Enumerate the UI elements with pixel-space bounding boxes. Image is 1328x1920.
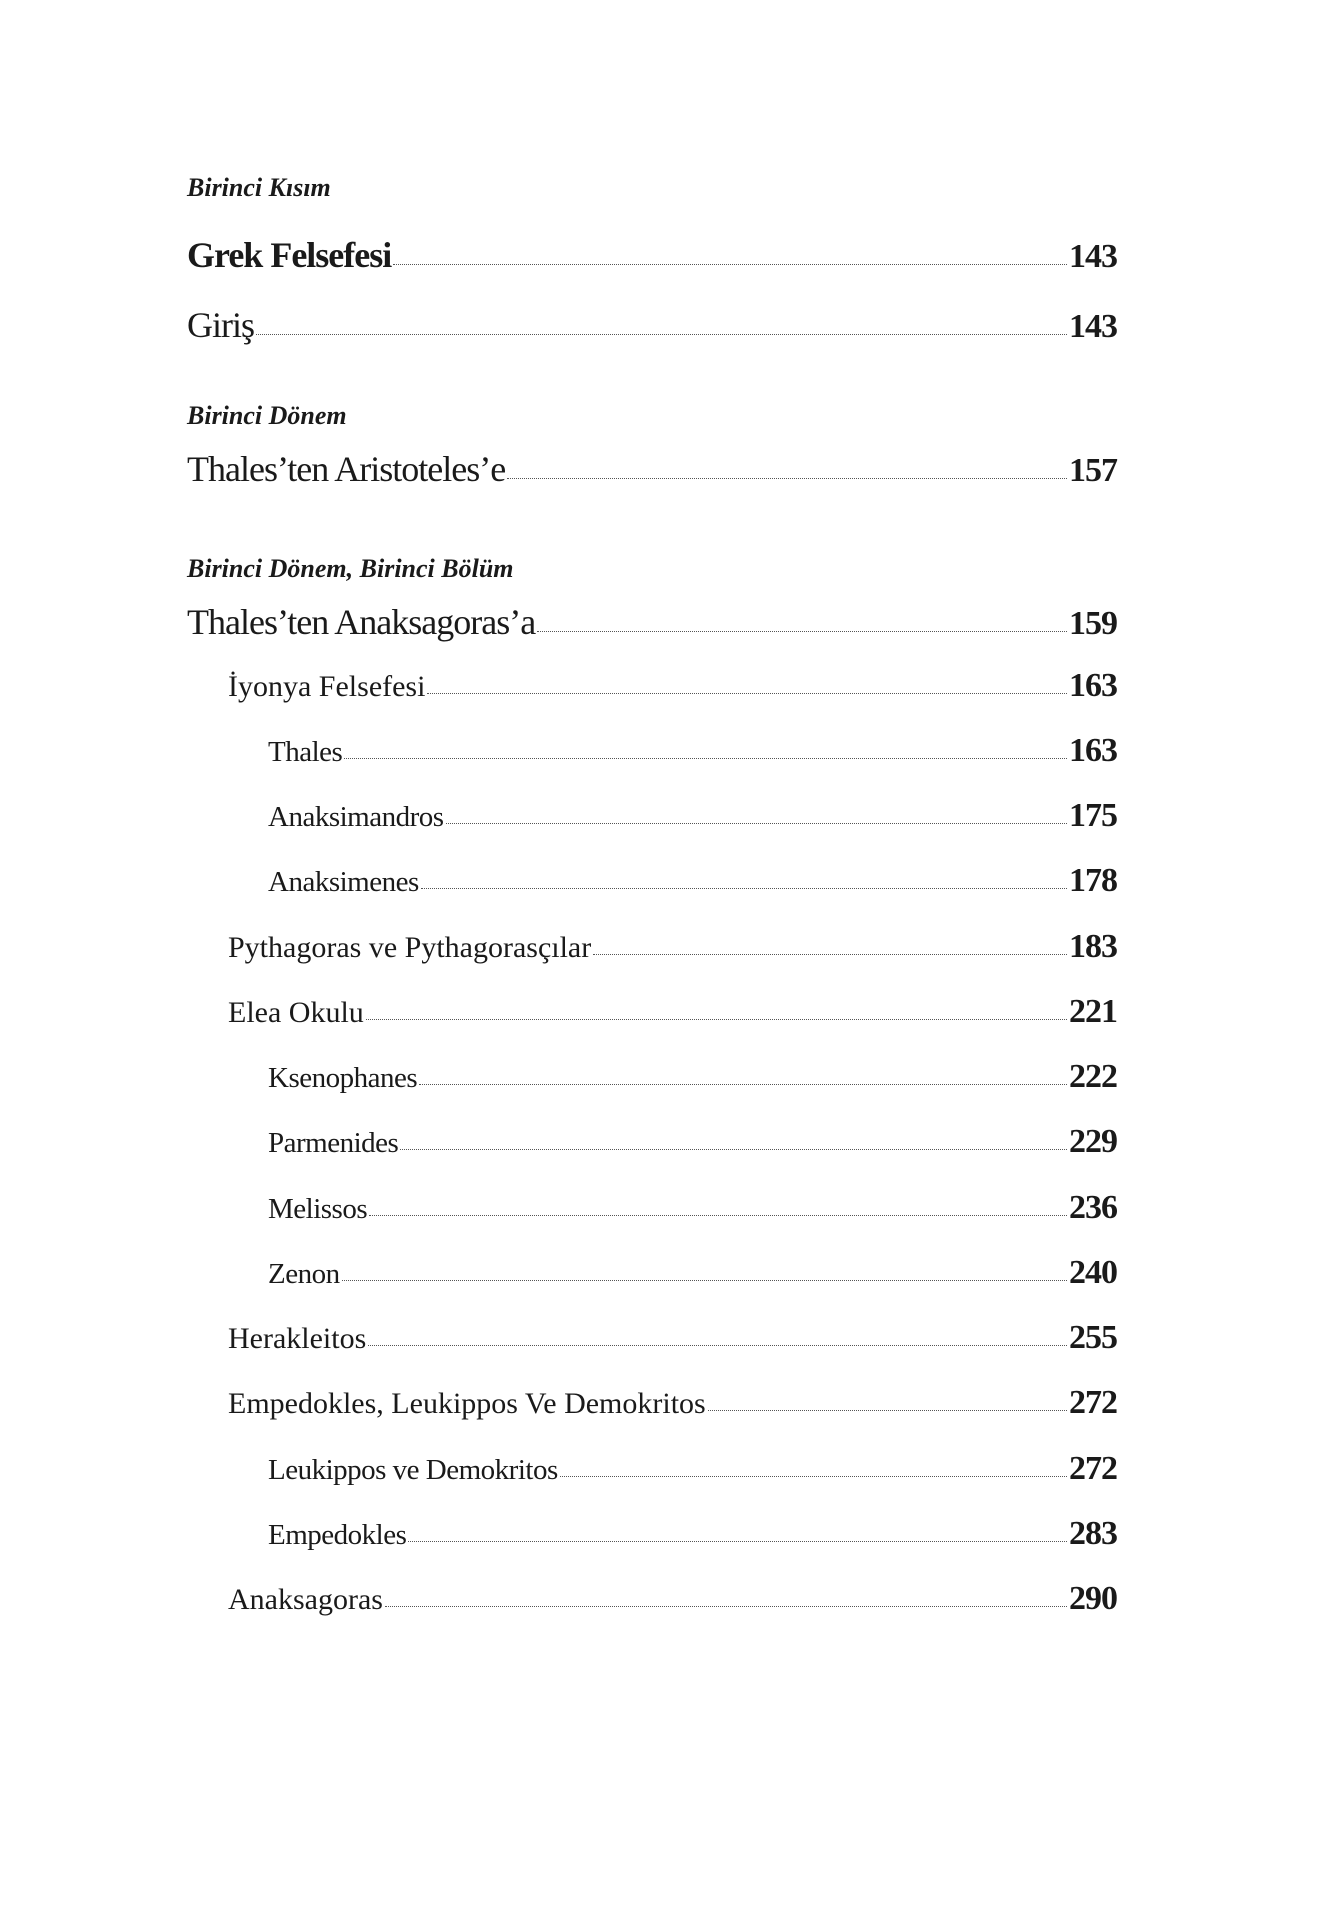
toc-entry-title: Elea Okulu — [228, 996, 364, 1029]
toc-entry-page: 236 — [1069, 1189, 1117, 1226]
toc-entry-title: Melissos — [268, 1193, 368, 1225]
toc-entry-thales-anaksagoras[interactable] — [187, 601, 1117, 643]
dot-leader — [368, 1345, 1067, 1346]
toc-entry-elea-okulu[interactable] — [228, 993, 1117, 1031]
toc-entry-melissos[interactable] — [268, 1189, 1117, 1227]
dot-leader — [369, 1215, 1067, 1216]
toc-entry-title: Thales — [268, 736, 343, 768]
toc-entry-page: 157 — [1069, 452, 1117, 489]
toc-entry-title: Herakleitos — [228, 1322, 367, 1355]
toc-entry-anaksimandros[interactable] — [268, 797, 1117, 835]
dot-leader — [400, 1149, 1067, 1150]
toc-entry-page: 229 — [1069, 1123, 1117, 1160]
dot-leader — [507, 478, 1067, 479]
toc-entry-page: 175 — [1069, 797, 1117, 834]
dot-leader — [256, 334, 1067, 335]
toc-entry-title: Empedokles, Leukippos Ve Demokritos — [228, 1387, 706, 1420]
toc-entry-page: 272 — [1069, 1384, 1117, 1421]
toc-entry-page: 183 — [1069, 928, 1117, 965]
dot-leader — [560, 1476, 1067, 1477]
toc-entry-page: 272 — [1069, 1450, 1117, 1487]
toc-entry-page: 163 — [1069, 732, 1117, 769]
toc-entry-page: 290 — [1069, 1580, 1117, 1617]
toc-entry-title: Grek Felsefesi — [187, 235, 392, 275]
toc-entry-page: 221 — [1069, 993, 1117, 1030]
toc-entry-anaksimenes[interactable] — [268, 862, 1117, 900]
toc-entry-herakleitos[interactable] — [228, 1319, 1117, 1357]
toc-entry-thales-aristoteles[interactable] — [187, 448, 1117, 490]
toc-entry-title: Thales’ten Aristoteles’e — [187, 449, 506, 489]
dot-leader — [708, 1410, 1067, 1411]
dot-leader — [427, 693, 1067, 694]
toc-entry-title: Pythagoras ve Pythagorasçılar — [228, 931, 592, 964]
dot-leader — [419, 1084, 1067, 1085]
toc-entry-title: Empedokles — [268, 1519, 407, 1551]
toc-entry-page: 159 — [1069, 605, 1117, 642]
toc-entry-thales[interactable] — [268, 732, 1117, 770]
dot-leader — [344, 758, 1067, 759]
toc-entry-anaksagoras[interactable] — [228, 1580, 1117, 1618]
toc-entry-title: Leukippos ve Demokritos — [268, 1454, 558, 1486]
toc-entry-title: İyonya Felsefesi — [228, 670, 426, 703]
dot-leader — [366, 1019, 1067, 1020]
toc-entry-empedokles[interactable] — [268, 1515, 1117, 1553]
dot-leader — [537, 631, 1067, 632]
toc-entry-ksenophanes[interactable] — [268, 1058, 1117, 1096]
toc-entry-page: 143 — [1069, 238, 1117, 275]
toc-entry-title: Giriş — [187, 305, 254, 345]
toc-entry-title: Thales’ten Anaksagoras’a — [187, 602, 536, 642]
chapter-label: Birinci Dönem, Birinci Bölüm — [187, 554, 514, 583]
toc-entry-page: 283 — [1069, 1515, 1117, 1552]
toc-entry-iyonya[interactable] — [228, 667, 1117, 705]
toc-entry-page: 240 — [1069, 1254, 1117, 1291]
dot-leader — [593, 954, 1067, 955]
toc-entry-page: 255 — [1069, 1319, 1117, 1356]
dot-leader — [408, 1541, 1067, 1542]
toc-entry-title: Zenon — [268, 1258, 340, 1290]
toc-entry-title: Anaksagoras — [228, 1583, 383, 1616]
toc-entry-giris[interactable] — [187, 304, 1117, 346]
toc-entry-leukippos-demokritos[interactable] — [268, 1450, 1117, 1488]
toc-entry-page: 143 — [1069, 308, 1117, 345]
period-label: Birinci Dönem — [187, 401, 347, 430]
toc-entry-grek-felsefesi[interactable] — [187, 234, 1117, 276]
toc-entry-title: Anaksimandros — [268, 801, 444, 833]
dot-leader — [342, 1280, 1067, 1281]
part-label: Birinci Kısım — [187, 173, 331, 202]
toc-entry-parmenides[interactable] — [268, 1123, 1117, 1161]
toc-entry-empedokles-leukippos-demokritos[interactable] — [228, 1384, 1117, 1422]
toc-entry-title: Anaksimenes — [268, 866, 419, 898]
toc-entry-pythagoras[interactable] — [228, 928, 1117, 966]
toc-entry-page: 222 — [1069, 1058, 1117, 1095]
toc-entry-page: 178 — [1069, 862, 1117, 899]
dot-leader — [393, 264, 1067, 265]
dot-leader — [385, 1606, 1067, 1607]
toc-entry-title: Parmenides — [268, 1127, 399, 1159]
toc-entry-title: Ksenophanes — [268, 1062, 418, 1094]
dot-leader — [446, 823, 1067, 824]
toc-entry-page: 163 — [1069, 667, 1117, 704]
toc-entry-zenon[interactable] — [268, 1254, 1117, 1292]
dot-leader — [421, 888, 1067, 889]
